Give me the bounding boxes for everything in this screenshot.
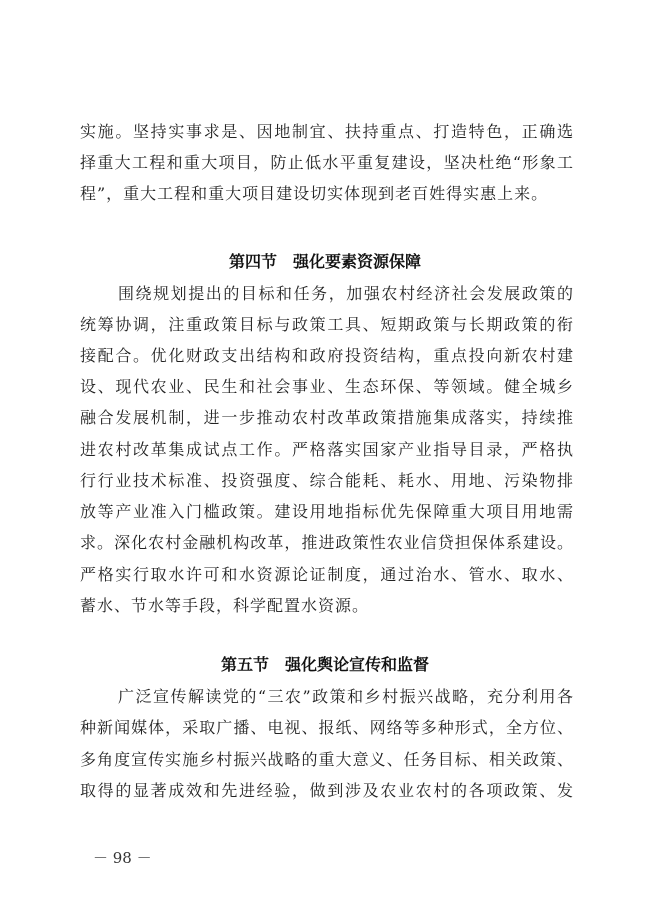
body-text-line: 广泛宣传解读党的“三农”政策和乡村振兴战略，充分利用各: [118, 687, 573, 706]
body-text-line: 择重大工程和重大项目，防止低水平重复建设，坚决杜绝“形象工: [80, 153, 573, 172]
body-text-line: 统筹协调，注重政策目标与政策工具、短期政策与长期政策的衔: [80, 315, 573, 334]
body-text-line: 程”，重大工程和重大项目建设切实体现到老百姓得实惠上来。: [80, 184, 549, 203]
body-text-line: 多角度宣传实施乡村振兴战略的重大意义、任务目标、相关政策、: [80, 750, 573, 769]
body-text-line: 严格实行取水许可和水资源论证制度，通过治水、管水、取水、: [80, 565, 573, 584]
body-text-line: 融合发展机制，进一步推动农村改革政策措施集成落实，持续推: [80, 408, 573, 427]
section-number: 第五节: [220, 655, 269, 674]
page-number: － 98 －: [93, 849, 152, 867]
body-text-line: 进农村改革集成试点工作。严格落实国家产业指导目录，严格执: [80, 440, 573, 459]
body-text-line: 放等产业准入门槛政策。建设用地指标优先保障重大项目用地需: [80, 502, 573, 521]
section-title: 强化要素资源保障: [293, 252, 422, 271]
body-text-line: 求。深化农村金融机构改革，推进政策性农业信贷担保体系建设。: [80, 533, 573, 552]
body-text-line: 种新闻媒体，采取广播、电视、报纸、网络等多种形式，全方位、: [80, 718, 573, 737]
body-text-line: 接配合。优化财政支出结构和政府投资结构，重点投向新农村建: [80, 346, 573, 365]
section-heading-4: [0, 250, 650, 274]
body-text-line: 围绕规划提出的目标和任务，加强农村经济社会发展政策的: [118, 284, 573, 303]
section-title: 强化舆论宣传和监督: [285, 655, 430, 674]
body-text-line: 设、现代农业、民生和社会事业、生态环保、等领域。健全城乡: [80, 377, 573, 396]
body-text-line: 蓄水、节水等手段，科学配置水资源。: [80, 596, 370, 615]
body-text-line: 取得的显著成效和先进经验，做到涉及农业农村的各项政策、发: [80, 781, 573, 800]
body-text-line: 实施。坚持实事求是、因地制宜、扶持重点、打造特色，正确选: [80, 122, 573, 141]
section-heading-5: [0, 653, 650, 677]
body-text-line: 行行业技术标准、投资强度、综合能耗、耗水、用地、污染物排: [80, 471, 573, 490]
section-number: 第四节: [228, 252, 277, 271]
